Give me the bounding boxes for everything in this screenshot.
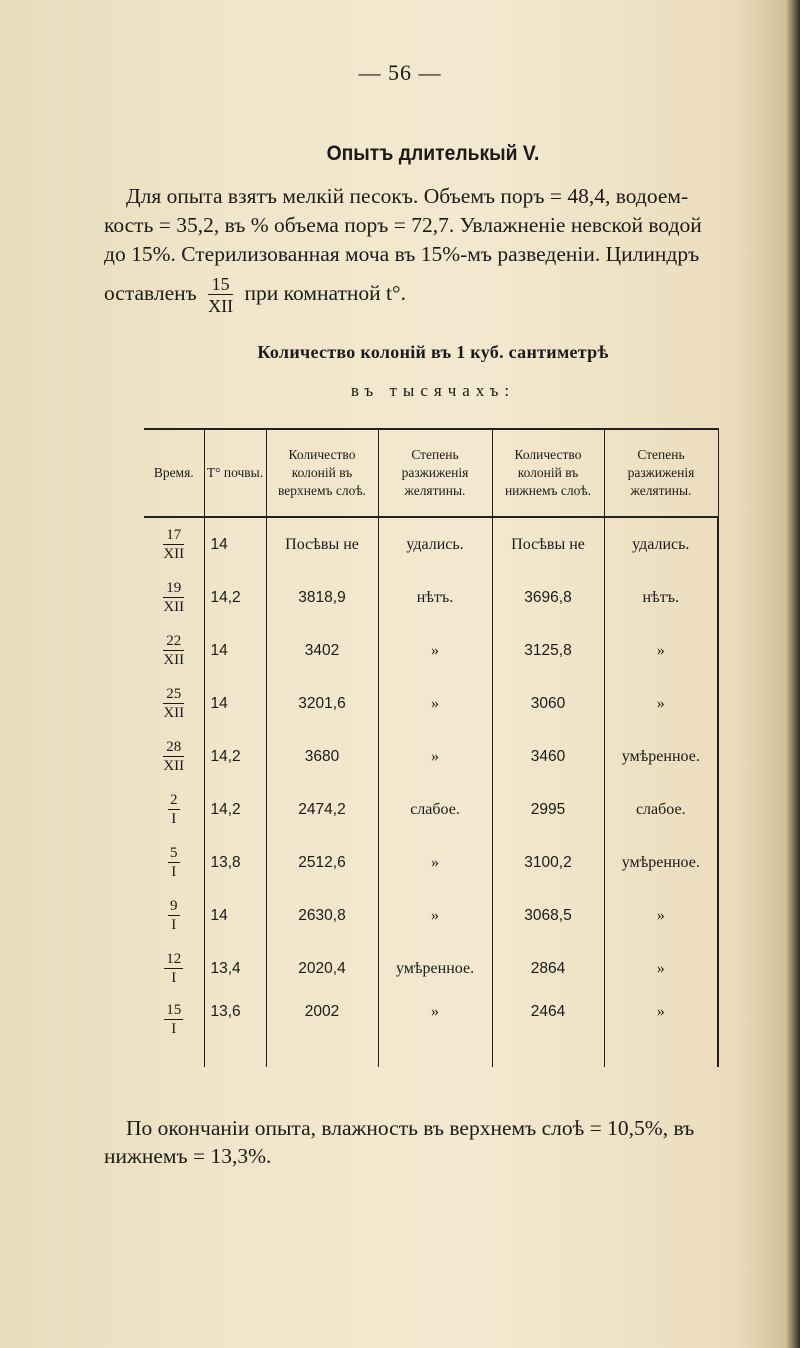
cell-date xyxy=(144,889,204,942)
intro-line-4-after: при комнатной t°. xyxy=(244,280,406,305)
header-lower-colonies: Количество колоній въ нижнемъ слоѣ. xyxy=(492,429,604,517)
cell-date xyxy=(144,995,204,1067)
cell-upper-liquefaction: » xyxy=(378,889,492,942)
date-fraction xyxy=(163,740,184,774)
table-subcaption: въ тысячахъ: xyxy=(350,381,516,400)
header-lower-liquefaction: Степень разжиженія желятины. xyxy=(604,429,718,517)
cell-upper-colonies: 2020,4 xyxy=(266,942,378,995)
section-title: Опытъ длителькый V. xyxy=(326,142,540,165)
cell-lower-colonies: 3460 xyxy=(492,730,604,783)
table-row xyxy=(144,624,718,677)
cell-temp: 13,4 xyxy=(204,942,266,995)
date-fraction xyxy=(168,793,180,827)
intro-date-fraction xyxy=(208,275,233,315)
date-day: 25 xyxy=(163,687,184,704)
cell-upper-colonies: 3402 xyxy=(266,624,378,677)
footer-line-1: По окончаніи опыта, влажность въ верхнемъ слоѣ = 10,5%, въ xyxy=(126,1116,695,1140)
cell-date xyxy=(144,677,204,730)
cell-upper-colonies: 2512,6 xyxy=(266,836,378,889)
table-row xyxy=(144,942,718,995)
cell-upper-liquefaction: » xyxy=(378,730,492,783)
cell-lower-liquefaction: слабое. xyxy=(604,783,718,836)
cell-lower-colonies: 2464 xyxy=(492,995,604,1067)
cell-temp: 14 xyxy=(204,677,266,730)
colonies-table xyxy=(144,428,719,1067)
cell-lower-colonies: 3060 xyxy=(492,677,604,730)
cell-upper-liquefaction: » xyxy=(378,836,492,889)
date-month: I xyxy=(171,916,177,933)
table-row xyxy=(144,517,718,571)
cell-lower-colonies: 2995 xyxy=(492,783,604,836)
cell-lower-liquefaction: » xyxy=(604,677,718,730)
cell-temp: 14 xyxy=(204,624,266,677)
intro-line-3: до 15%. Стерилизованная моча въ 15%-мъ разведеніи. Цилиндръ xyxy=(104,242,700,266)
header-upper-colonies: Количество колоній въ верхнемъ слоѣ. xyxy=(266,429,378,517)
cell-lower-liquefaction: умѣренное. xyxy=(604,836,718,889)
cell-temp: 14,2 xyxy=(204,730,266,783)
table-row xyxy=(144,677,718,730)
cell-lower-colonies: 3068,5 xyxy=(492,889,604,942)
cell-date xyxy=(144,942,204,995)
date-day: 9 xyxy=(170,897,178,914)
cell-upper-colonies: 2002 xyxy=(266,995,378,1067)
cell-lower-colonies: Посѣвы не xyxy=(492,517,604,571)
cell-upper-liquefaction: » xyxy=(378,995,492,1067)
cell-upper-colonies: 2474,2 xyxy=(266,783,378,836)
cell-date xyxy=(144,783,204,836)
date-day: 2 xyxy=(170,791,178,808)
date-fraction xyxy=(168,899,180,933)
cell-date xyxy=(144,571,204,624)
date-month: XII xyxy=(163,704,185,721)
footer-paragraph xyxy=(104,1114,766,1170)
cell-temp: 14 xyxy=(204,889,266,942)
header-time: Время. xyxy=(144,429,204,517)
table-body xyxy=(144,517,718,1067)
date-fraction xyxy=(163,581,184,615)
cell-lower-liquefaction: » xyxy=(604,995,718,1067)
date-month: I xyxy=(171,810,177,827)
date-month: XII xyxy=(163,651,185,668)
intro-date-num: 15 xyxy=(208,275,233,295)
date-month: I xyxy=(171,1021,177,1037)
cell-upper-colonies: Посѣвы не xyxy=(266,517,378,571)
cell-temp: 13,6 xyxy=(204,995,266,1067)
date-fraction xyxy=(164,1003,183,1037)
date-fraction xyxy=(163,634,184,668)
intro-line-2: кость = 35,2, въ % объема поръ = 72,7. Увлажненіе невской водой xyxy=(104,213,702,237)
cell-upper-liquefaction: удались. xyxy=(378,517,492,571)
date-month: XII xyxy=(163,545,185,562)
date-month: XII xyxy=(163,598,185,615)
cell-upper-colonies: 3818,9 xyxy=(266,571,378,624)
cell-upper-colonies: 2630,8 xyxy=(266,889,378,942)
table-row xyxy=(144,571,718,624)
header-soil-temp: T° почвы. xyxy=(204,429,266,517)
cell-temp: 13,8 xyxy=(204,836,266,889)
cell-lower-colonies: 2864 xyxy=(492,942,604,995)
book-edge xyxy=(786,0,800,1348)
table-row xyxy=(144,783,718,836)
date-fraction xyxy=(163,687,184,721)
table-row xyxy=(144,995,718,1067)
cell-lower-liquefaction: » xyxy=(604,942,718,995)
date-fraction xyxy=(163,528,184,562)
header-upper-liquefaction: Степень разжиженія желятины. xyxy=(378,429,492,517)
cell-upper-colonies: 3680 xyxy=(266,730,378,783)
date-day: 5 xyxy=(170,844,178,861)
date-fraction xyxy=(164,952,183,986)
cell-upper-liquefaction: слабое. xyxy=(378,783,492,836)
table-header-row xyxy=(144,429,718,517)
date-day: 12 xyxy=(166,950,182,967)
cell-date xyxy=(144,730,204,783)
intro-paragraph xyxy=(104,182,754,315)
date-day: 15 xyxy=(166,1002,182,1018)
table-row xyxy=(144,889,718,942)
cell-upper-liquefaction: нѣтъ. xyxy=(378,571,492,624)
cell-lower-colonies: 3125,8 xyxy=(492,624,604,677)
intro-line-4-before: оставленъ xyxy=(104,280,197,305)
date-day: 19 xyxy=(163,581,184,598)
cell-temp: 14,2 xyxy=(204,571,266,624)
cell-lower-liquefaction: » xyxy=(604,624,718,677)
intro-line-4 xyxy=(104,275,754,315)
date-day: 28 xyxy=(163,740,184,757)
cell-lower-liquefaction: » xyxy=(604,889,718,942)
cell-date xyxy=(144,836,204,889)
cell-upper-liquefaction: » xyxy=(378,677,492,730)
page-number: — 56 — xyxy=(358,60,442,85)
cell-date xyxy=(144,624,204,677)
cell-date xyxy=(144,517,204,571)
cell-lower-liquefaction: удались. xyxy=(604,517,718,571)
cell-upper-colonies: 3201,6 xyxy=(266,677,378,730)
date-day: 22 xyxy=(163,634,184,651)
cell-upper-liquefaction: » xyxy=(378,624,492,677)
date-day: 17 xyxy=(163,528,184,545)
intro-line-1: Для опыта взятъ мелкій песокъ. Объемъ поръ = 48,4, водоем- xyxy=(126,184,689,208)
cell-temp: 14 xyxy=(204,517,266,571)
date-month: XII xyxy=(163,757,185,774)
date-fraction xyxy=(168,846,180,880)
date-month: I xyxy=(171,969,177,986)
table-caption: Количество колоній въ 1 куб. сантиметрѣ xyxy=(257,342,609,362)
cell-lower-liquefaction: нѣтъ. xyxy=(604,571,718,624)
cell-lower-liquefaction: умѣренное. xyxy=(604,730,718,783)
cell-lower-colonies: 3696,8 xyxy=(492,571,604,624)
cell-lower-colonies: 3100,2 xyxy=(492,836,604,889)
table-row xyxy=(144,730,718,783)
intro-date-den: XII xyxy=(208,296,234,316)
cell-upper-liquefaction: умѣренное. xyxy=(378,942,492,995)
cell-temp: 14,2 xyxy=(204,783,266,836)
date-month: I xyxy=(171,863,177,880)
table-row xyxy=(144,836,718,889)
footer-line-2: нижнемъ = 13,3%. xyxy=(104,1144,272,1168)
